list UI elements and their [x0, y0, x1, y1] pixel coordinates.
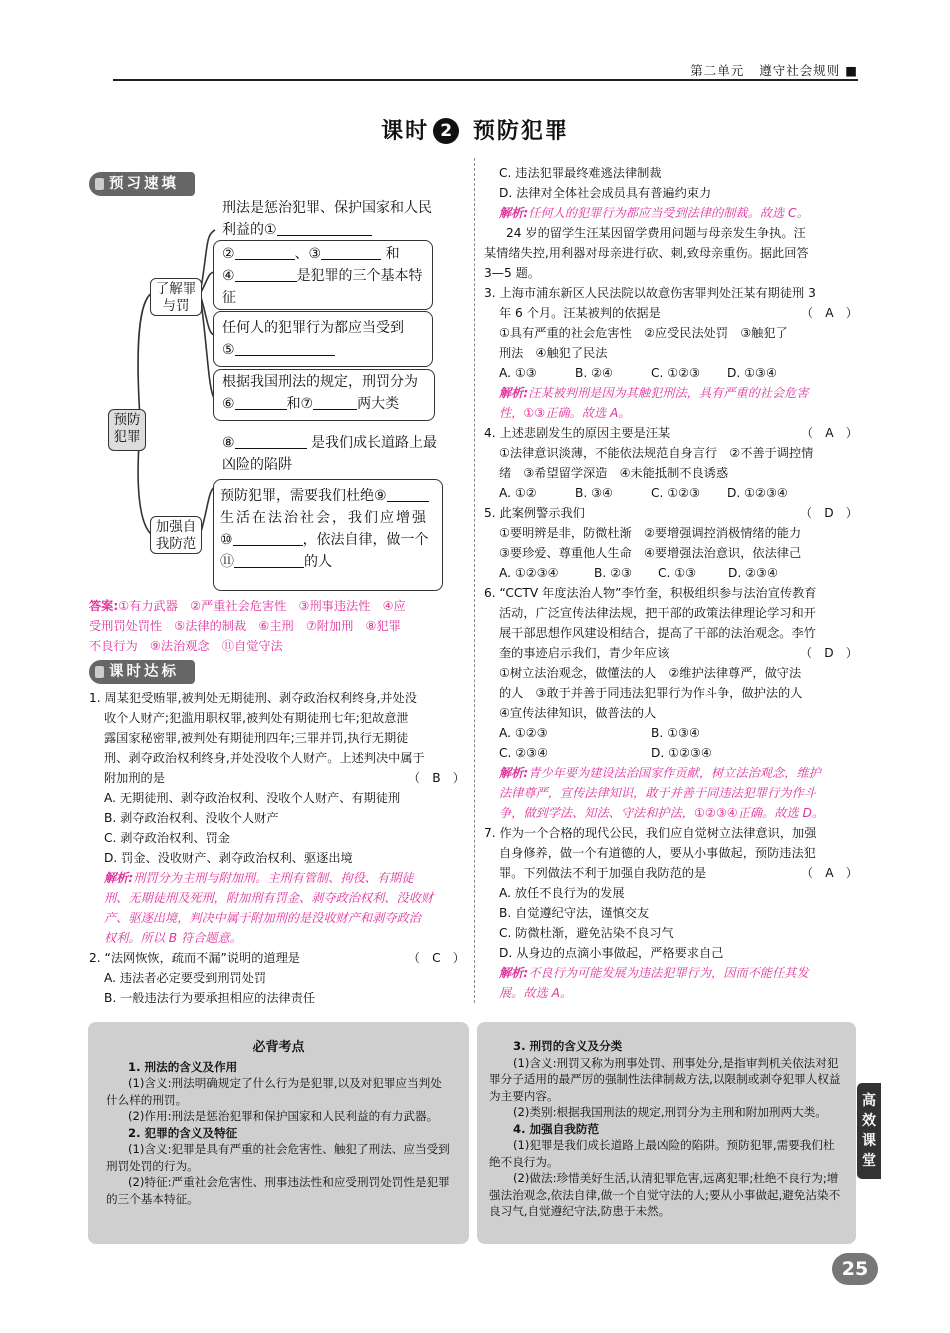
question-4: 4. 上述悲剧发生的原因主要是汪某 （ A ）: [484, 423, 858, 443]
mindmap-item-6: 预防犯罪，需要我们杜绝⑨ 生活在法治社会，我们应增强 ⑩ ，依法自律，做一个 ⑪ 的人: [220, 488, 429, 570]
lesson-title: 课时 2 预防犯罪: [381, 119, 569, 144]
header-rule: [113, 79, 858, 81]
mindmap-item-3: 任何人的犯罪行为都应当受到 ⑤: [222, 320, 404, 358]
mindmap-branch-self-defense: 加强自我防范: [150, 516, 202, 554]
question-3: 3. 上海市浦东新区人民法院以故意伤害罪判处汪某有期徒刑 3: [484, 286, 816, 300]
explanation-q1: 解析:刑罚分为主刑与附加刑。主刑有管制、拘役、有期徒: [104, 871, 414, 885]
section-tag-practice: 课时达标: [89, 660, 195, 684]
key-points-panel-right: 3. 刑罚的含义及分类 (1)含义:刑罚又称为刑事处罚、刑事处分,是指审判机关依法对犯罪分子适用的最严厉的强制性法律制裁方法,以限制或剥夺犯罪人权益为主要内容。 (2)类别:根据我国刑法的规定,刑罚分为主刑和附加刑两大类。 4. 加强自我防范 (1)犯罪是我们成长道路上最凶险的陷阱。预防犯罪,需要我们杜绝不良行为。 (2)做法:珍惜美好生活,认清犯罪危害,远离犯罪;杜绝不良行为;增强法治观念,依法自律,做一个自觉守法的人;要从小事做起,避免沾染不良习气,自觉遵纪守法,防患于未然。: [477, 1022, 856, 1244]
question-1: 1. 周某犯受贿罪,被判处无期徒刑、剥夺政治权利终身,并处没 收个人财产;犯滥用职权罪,被判处有期徒刑七年;犯故意泄 露国家秘密罪,被判处有期徒刑四年;三罪并罚,执行无期徒 刑、剥夺政治权利终身,并处没收个人财产。上述判决中属于 附加刑的是 （ B ） A. 无期徒刑、剥夺政治权利、没收个人财产、有期徒刑 B. 剥夺政治权利、没收个人财产 C. 剥夺政治权利、罚金 D. 罚金、没收财产、剥夺政治权利、驱逐出境 解析:刑罚分为主刑与附加刑。主刑有管制、拘役、有期徒 刑、无期徒刑及死刑，附加刑有罚金、剥夺政治权利、没收财 产、驱逐出境，判决中属于附加刑的是没收财产和剥夺政治 权利。所以 B 符合题意。 2. “法网恢恢，疏而不漏”说明的道理是 （ C ） A. 违法者必定要受到刑罚处罚 B. 一般违法行为要承担相应的法律责任: [89, 691, 465, 1005]
question-5: 5. 此案例警示我们 （ D ）: [484, 503, 858, 523]
explanation-q2: 解析:任何人的犯罪行为都应当受到法律的制裁。故选 C。: [499, 206, 809, 220]
section-tag-preview: 预习速填: [89, 172, 195, 196]
answer-q3: （ A ）: [800, 306, 858, 320]
explanation-q3: 解析:汪某被判刑是因为其触犯刑法，具有严重的社会危害: [499, 386, 809, 400]
question-6: 6. “CCTV 年度法治人物”李竹奎，积极组织参与法治宣传教育: [484, 586, 817, 600]
topic-label: 遵守社会规则: [759, 63, 841, 78]
running-header: [690, 61, 858, 79]
answer-q4: （ A ）: [800, 426, 858, 440]
side-tab: 高效课堂: [857, 1083, 881, 1179]
column-divider: [474, 158, 475, 1003]
answer-q2: （ C ）: [407, 951, 465, 965]
question-7: 7. 作为一个合格的现代公民，我们应自觉树立法律意识，加强: [484, 826, 817, 840]
mindmap-branch-crime-punishment: 了解罪与罚: [150, 278, 202, 316]
mindmap-item-2: ② 、③ 和 ④ 是犯罪的三个基本特征: [222, 246, 423, 306]
mindmap-item-5: ⑧ 是我们成长道路上最凶险的陷阱: [222, 435, 438, 473]
header-square: ■: [845, 63, 858, 78]
panel-title: 必背考点: [252, 1040, 305, 1055]
mindmap-item-1: 刑法是惩治犯罪、保护国家和人民利益的①: [222, 200, 432, 238]
unit-label: 第二单元: [690, 63, 745, 78]
explanation-q6: 解析:青少年要为建设法治国家作贡献，树立法治观念，维护: [499, 766, 821, 780]
lesson-number-badge: 2: [433, 118, 459, 144]
answer-q1: （ B ）: [407, 771, 465, 785]
mindmap-item-4: 根据我国刑法的规定，刑罚分为 ⑥ 和⑦ 两大类: [222, 374, 418, 412]
answer-q5: （ D ）: [799, 506, 858, 520]
answer-q7: （ A ）: [800, 866, 858, 880]
preview-answers: 答案:①有力武器 ②严重社会危害性 ③刑事违法性 ④应 受刑罚处罚性 ⑤法律的制裁 ⑥主刑 ⑦附加刑 ⑧犯罪 不良行为 ⑨法治观念 ⑪自觉守法: [89, 599, 406, 653]
right-column-questions: C. 违法犯罪最终难逃法律制裁 D. 法律对全体社会成员具有普遍约束力 解析:任何人的犯罪行为都应当受到法律的制裁。故选 C。 24 岁的留学生汪某因留学费用问题与母亲发生争执。汪 某情绪失控,用利器对母亲进行砍、刺,致母亲重伤。据此回答 3—5 题。 3. 上海市浦东新区人民法院以故意伤害罪判处汪某有期徒刑 3 年 6 个月。汪某被判的依据是 （ A ） ①具有严重的社会危害性 ②应受民法处罚 ③触犯了 刑法 ④触犯了民法 A. ①③ B. ②④ C. ①②③ D. ①③④ 解析:汪某被判刑是因为其触犯刑法，具有严重的社会危害 性，①③正确。故选 A。 4. 上述悲剧发生的原因主要是汪某 （ A ） ①法律意识淡薄，不能依法规范自身言行 ②不善于调控情 绪 ③希望留学深造 ④未能抵制不良诱惑 A. ①② B. ③④ C. ①②③ D. ①②③④ 5. 此案例警示我们 （ D ） ①要明辨是非，防微杜渐 ②要增强调控消极情绪的能力 ③要珍爱、尊重他人生命 ④要增强法治意识，依法律己 A. ①②③④ B. ②③ C. ①③ D. ②③④ 6. “CCTV 年度法治人物”李竹奎，积极组织参与法治宣传教育 活动，广泛宣传法律法规，把干部的政策法律理论学习和开 展干部思想作风建设相结合，提高了干部的法治观念。李竹 奎的事迹启示我们，青少年应该 （ D ） ①树立法治观念，做懂法的人 ②维护法律尊严，做守法 的人 ③敢于并善于同违法犯罪行为作斗争，做护法的人 ④宣传法律知识，做普法的人 A. ①②③ B. ①③④ C. ②③④ D. ①②③④ 解析:青少年要为建设法治国家作贡献，树立法治观念，维护 法律尊严，宣传法律知识，敢于并善于同违法犯罪行为作斗 争，做到学法、知法、守法和护法，①②③④正确。故选 D。 7. 作为一个合格的现代公民，我们应自觉树立法律意识，加强 自身修养，做一个有道德的人，要从小事做起，预防违法犯 罪。下列做法不利于加强自我防范的是 （ A ） A. 放任不良行为的发展 B. 自觉遵纪守法，谨慎交友 C. 防微杜渐，避免沾染不良习气 D. 从身边的点滴小事做起，严格要求自己 解析:不良行为可能发展为违法犯罪行为，因而不能任其发 展。故选 A。: [484, 166, 858, 1000]
page-number: 25: [832, 1253, 878, 1285]
mindmap-root: 预防犯罪: [108, 409, 146, 451]
key-points-panel-left: 必背考点 1. 刑法的含义及作用 (1)含义:刑法明确规定了什么行为是犯罪,以及对犯罪应当判处什么样的刑罚。 (2)作用:刑法是惩治犯罪和保护国家和人民利益的有力武器。 2. 犯罪的含义及特征 (1)含义:犯罪是具有严重的社会危害性、触犯了刑法、应当受到刑罚处罚的行为。 (2)特征:严重社会危害性、刑事违法性和应受刑罚处罚性是犯罪的三个基本特征。: [88, 1022, 469, 1244]
explanation-q7: 解析:不良行为可能发展为违法犯罪行为，因而不能任其发: [499, 966, 809, 980]
answer-q6: （ D ）: [799, 646, 858, 660]
